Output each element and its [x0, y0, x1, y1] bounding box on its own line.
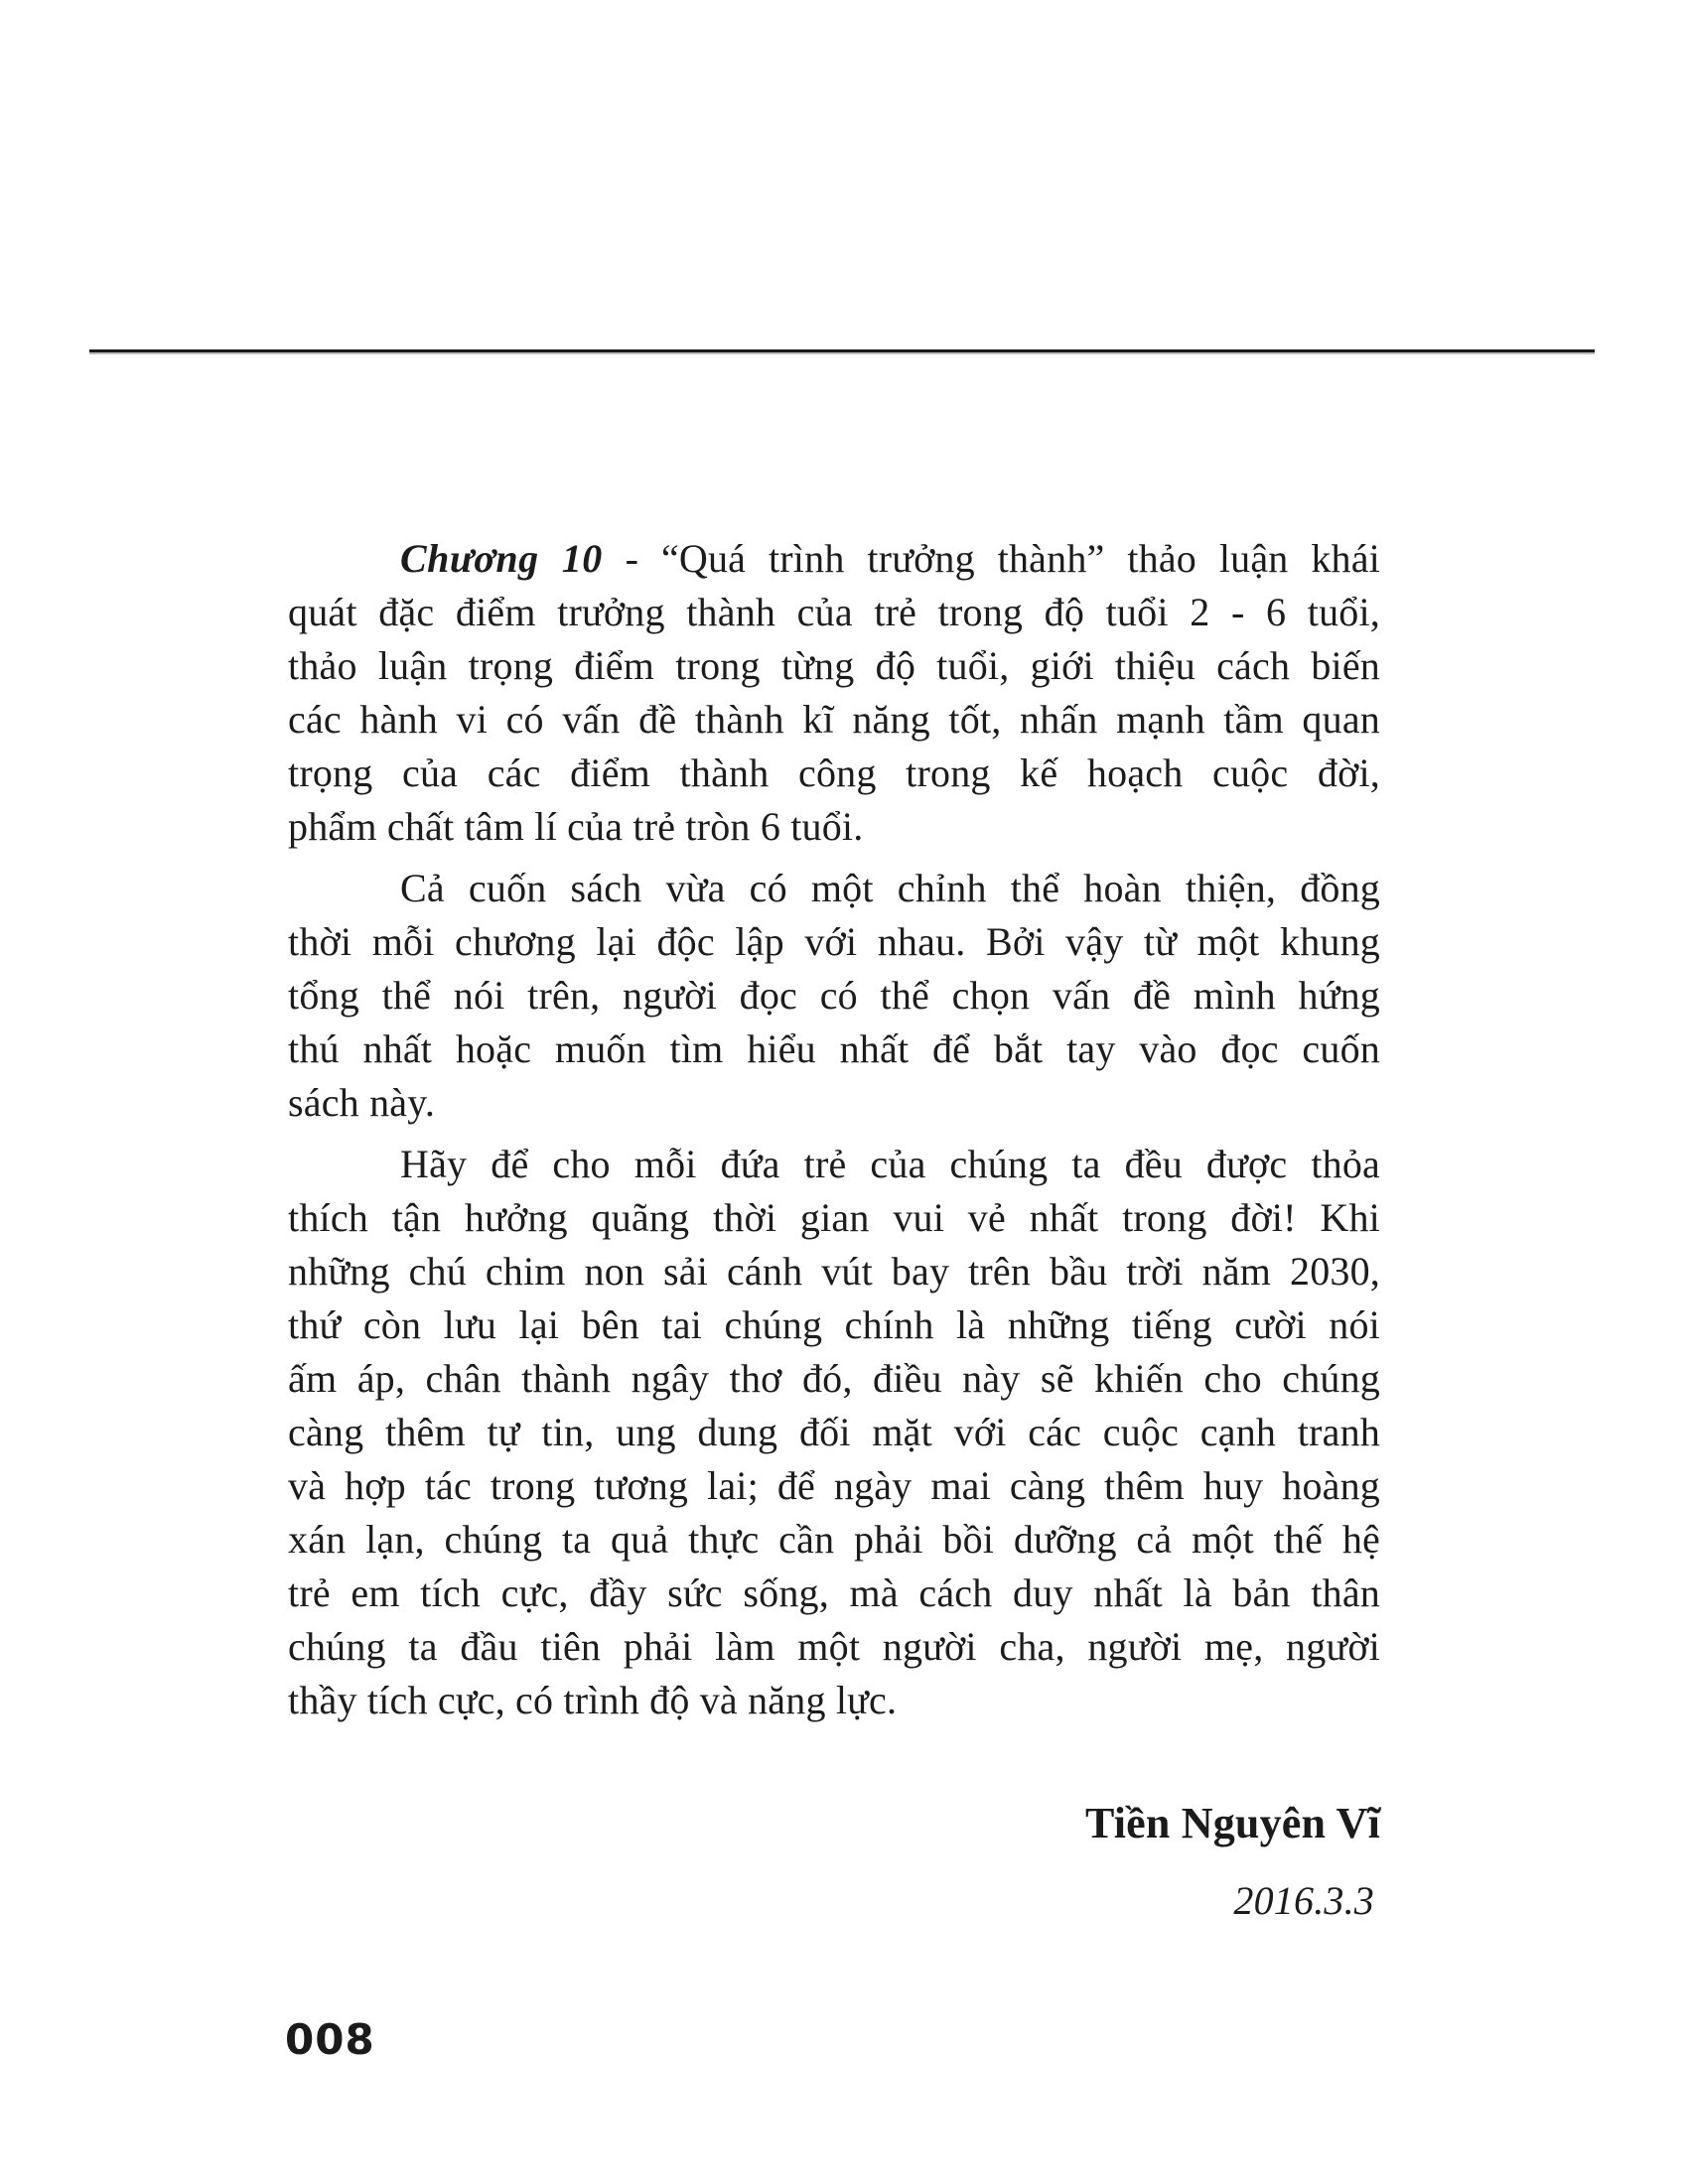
- author-signature: Tiền Nguyên Vĩ: [1084, 1799, 1380, 1847]
- text-line: [288, 532, 1380, 586]
- text-line: [288, 1076, 1380, 1130]
- text-line: [288, 1298, 1380, 1352]
- text-line: [288, 1567, 1380, 1620]
- text-segment: ấm áp, chân thành ngây thơ đó, điều này sẽ khiến cho chúng: [288, 1356, 1380, 1401]
- text-segment: xán lạn, chúng ta quả thực cần phải bồi dưỡng cả một thế hệ: [288, 1517, 1380, 1562]
- text-line: [288, 969, 1380, 1023]
- header-divider-line: [89, 349, 1595, 354]
- chapter-lead: Chương 10: [400, 536, 603, 581]
- text-segment: thứ còn lưu lại bên tai chúng chính là những tiếng cười nói: [288, 1302, 1380, 1347]
- text-line: [288, 1138, 1380, 1191]
- text-line: [288, 1406, 1380, 1459]
- text-segment: thú nhất hoặc muốn tìm hiểu nhất để bắt tay vào đọc cuốn: [288, 1026, 1380, 1071]
- text-line: [288, 1674, 1380, 1727]
- page-number: 008: [285, 2015, 375, 2064]
- text-line: [288, 639, 1380, 693]
- signature-date: 2016.3.3: [1233, 1878, 1374, 1923]
- text-line: [288, 1191, 1380, 1245]
- paragraph: [288, 532, 1380, 854]
- text-line: [288, 1245, 1380, 1298]
- text-line: [288, 1513, 1380, 1567]
- text-segment: các hành vi có vấn đề thành kĩ năng tốt, nhấn mạnh tầm quan: [288, 697, 1380, 742]
- text-line: [288, 1023, 1380, 1076]
- paragraph: [288, 862, 1380, 1130]
- text-segment: trẻ em tích cực, đầy sức sống, mà cách duy nhất là bản thân: [288, 1570, 1380, 1615]
- body-text-block: [288, 532, 1380, 1926]
- text-segment: thảo luận trọng điểm trong từng độ tuổi, giới thiệu cách biến: [288, 643, 1380, 688]
- text-line: [288, 586, 1380, 639]
- text-segment: - “Quá trình trưởng thành” thảo luận khái: [602, 536, 1380, 581]
- text-segment: quát đặc điểm trưởng thành của trẻ trong độ tuổi 2 - 6 tuổi,: [288, 590, 1380, 634]
- body-paragraphs: [288, 532, 1380, 1727]
- text-line: [288, 800, 1380, 854]
- text-segment: thời mỗi chương lại độc lập với nhau. Bởi vậy từ một khung: [288, 919, 1380, 964]
- text-segment: Hãy để cho mỗi đứa trẻ của chúng ta đều được thỏa: [400, 1142, 1380, 1186]
- text-line: [288, 1459, 1380, 1513]
- text-line: [288, 1352, 1380, 1406]
- text-segment: Cả cuốn sách vừa có một chỉnh thể hoàn thiện, đồng: [400, 866, 1380, 910]
- text-line: [288, 1620, 1380, 1674]
- text-segment: và hợp tác trong tương lai; để ngày mai càng thêm huy hoàng: [288, 1463, 1380, 1508]
- text-line: [288, 915, 1380, 969]
- text-segment: sách này.: [288, 1080, 436, 1125]
- text-segment: thầy tích cực, có trình độ và năng lực.: [288, 1678, 898, 1722]
- text-line: [288, 862, 1380, 915]
- text-line: [288, 747, 1380, 800]
- text-segment: chúng ta đầu tiên phải làm một người cha, người mẹ, người: [288, 1624, 1380, 1669]
- paragraph: [288, 1138, 1380, 1727]
- text-line: [288, 693, 1380, 747]
- text-segment: phẩm chất tâm lí của trẻ tròn 6 tuổi.: [288, 804, 864, 849]
- text-segment: càng thêm tự tin, ung dung đối mặt với các cuộc cạnh tranh: [288, 1410, 1380, 1454]
- text-segment: những chú chim non sải cánh vút bay trên bầu trời năm 2030,: [288, 1249, 1380, 1294]
- text-segment: tổng thể nói trên, người đọc có thể chọn vấn đề mình hứng: [288, 973, 1380, 1018]
- text-segment: trọng của các điểm thành công trong kế hoạch cuộc đời,: [288, 751, 1380, 795]
- text-segment: thích tận hưởng quãng thời gian vui vẻ nhất trong đời! Khi: [288, 1195, 1380, 1240]
